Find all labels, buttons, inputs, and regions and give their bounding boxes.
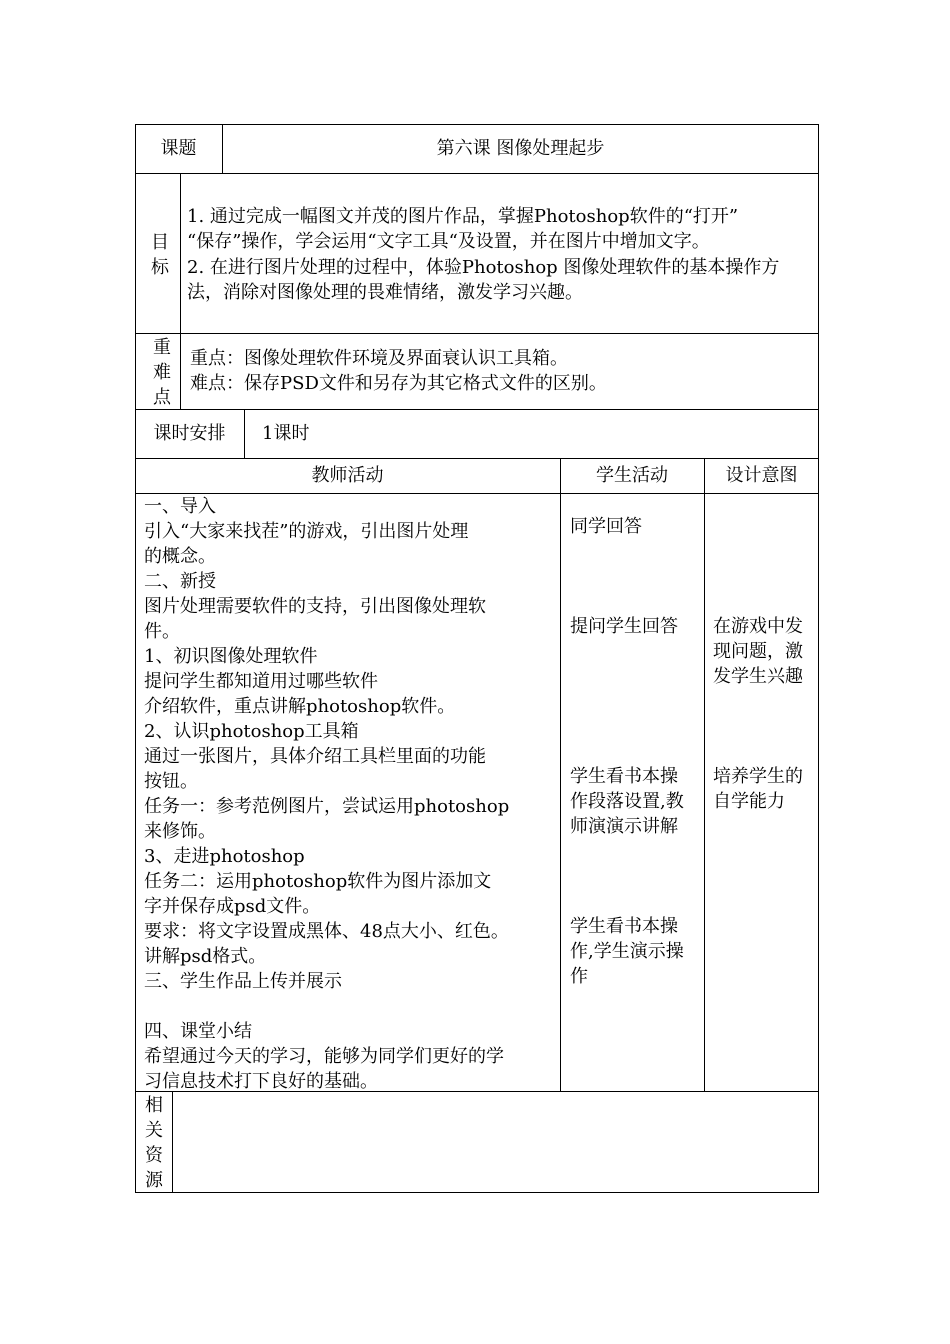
goal-line: 1. 通过完成一幅图文并茂的图片作品，掌握Photoshop软件的“打开”: [187, 206, 739, 227]
row-divider: [135, 173, 819, 174]
student-activity: 作段落设置,教: [570, 791, 684, 812]
teacher-line: 来修饰。: [144, 821, 216, 842]
teacher-line: 二、新授: [144, 571, 216, 592]
student-activity: 师演演示讲解: [570, 816, 678, 837]
teacher-line: 图片处理需要软件的支持，引出图像处理软: [144, 596, 486, 617]
schedule-value: 1课时: [262, 423, 310, 444]
teacher-line: 2、认识photoshop工具箱: [144, 721, 359, 742]
col-header-student: 学生活动: [596, 465, 668, 486]
teacher-line: 引入“大家来找茬”的游戏，引出图片处理: [144, 521, 469, 542]
design-intent: 发学生兴趣: [713, 666, 803, 687]
teacher-line: 习信息技术打下良好的基础。: [144, 1071, 378, 1092]
row-divider: [135, 458, 819, 459]
goals-label: 目 标: [151, 232, 169, 278]
teacher-line: 3、走进photoshop: [144, 846, 305, 867]
design-intent: 自学能力: [713, 791, 785, 812]
col-header-teacher: 教师活动: [311, 465, 384, 486]
teacher-line: 三、学生作品上传并展示: [144, 971, 342, 992]
goal-line: 2. 在进行图片处理的过程中，体验Photoshop 图像处理软件的基本操作方: [187, 257, 780, 278]
teacher-line: 1、初识图像处理软件: [144, 646, 318, 667]
teacher-line: 提问学生都知道用过哪些软件: [144, 671, 378, 692]
lesson-title: 第六课 图像处理起步: [436, 138, 605, 159]
student-activity: 作,学生演示操: [570, 941, 684, 962]
teacher-line: 任务一：参考范例图片，尝试运用photoshop: [144, 796, 510, 817]
teacher-line: 四、课堂小结: [144, 1021, 252, 1042]
row-divider: [135, 409, 819, 410]
student-activity: 提问学生回答: [570, 616, 678, 637]
col-divider: [172, 1091, 173, 1193]
keypoints-label: 重 难 点: [153, 337, 171, 408]
teacher-line: 的概念。: [144, 546, 216, 567]
row-divider: [135, 493, 819, 494]
teacher-line: 任务二：运用photoshop软件为图片添加文: [144, 871, 492, 892]
student-activity: 学生看书本操: [570, 766, 678, 787]
design-intent: 培养学生的: [713, 766, 803, 787]
resources-label: 相 关 资 源: [145, 1095, 163, 1191]
col-divider: [704, 458, 705, 1091]
topic-label: 课题: [160, 138, 197, 159]
teacher-line: 希望通过今天的学习，能够为同学们更好的学: [144, 1046, 504, 1067]
col-divider: [180, 173, 181, 409]
goal-line: “保存”操作，学会运用“文字工具“及设置，并在图片中增加文字。: [187, 231, 710, 252]
teacher-line: 通过一张图片，具体介绍工具栏里面的功能: [144, 746, 486, 767]
schedule-label: 课时安排: [153, 423, 226, 444]
teacher-line: 讲解psd格式。: [144, 946, 267, 967]
col-divider: [560, 458, 561, 1091]
design-intent: 现问题，激: [713, 641, 803, 662]
student-activity: 学生看书本操: [570, 916, 678, 937]
col-divider: [244, 409, 245, 458]
teacher-line: 要求：将文字设置成黑体、48点大小、红色。: [144, 921, 509, 942]
teacher-line: 件。: [144, 621, 180, 642]
row-divider: [135, 333, 819, 334]
student-activity: 同学回答: [570, 516, 642, 537]
teacher-line: 介绍软件，重点讲解photoshop软件。: [144, 696, 456, 717]
keypoint-line: 重点：图像处理软件环境及界面衰认识工具箱。: [190, 348, 568, 369]
col-header-intent: 设计意图: [725, 465, 798, 486]
goal-line: 法，消除对图像处理的畏难情绪，激发学习兴趣。: [187, 282, 583, 303]
design-intent: 在游戏中发: [713, 616, 803, 637]
teacher-line: 字并保存成psd文件。: [144, 896, 321, 917]
keypoint-line: 难点：保存PSD文件和另存为其它格式文件的区别。: [190, 373, 607, 394]
teacher-line: 按钮。: [144, 771, 198, 792]
teacher-line: 一、导入: [144, 496, 216, 517]
student-activity: 作: [570, 966, 588, 987]
